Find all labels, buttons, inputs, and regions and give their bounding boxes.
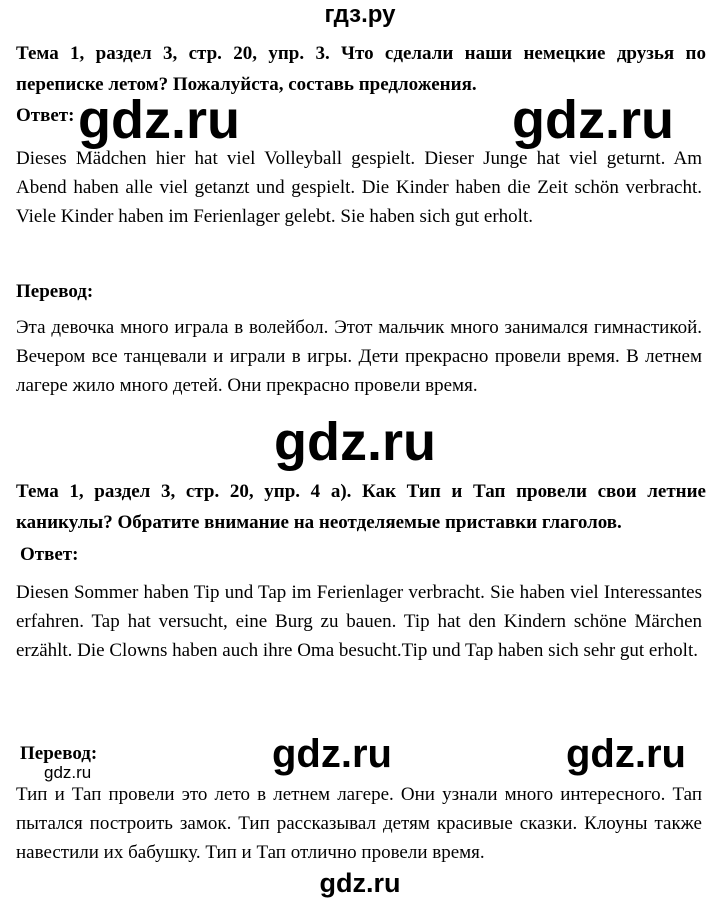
- watermark-top-right: gdz.ru: [512, 90, 674, 150]
- task2-translation-text: Тип и Тап провели это лето в летнем лагере. Они узнали много интересного. Тап пытался построить замок. Тип рассказывал детям красивые сказки. Клоуны также навестили их бабушку. Тип и Тап отлично провели время.: [16, 784, 702, 863]
- task2-answer-text: Diesen Sommer haben Tip und Tap im Ferienlager verbracht. Sie haben viel Interessantes erfahren. Tap hat versucht, eine Burg zu bauen. Tip hat den Kindern schöne Märchen erzählt. Die Clowns haben auch ihre Oma besucht.Tip und Tap haben sich sehr gut erholt.: [16, 582, 702, 661]
- task1-translation-text: Эта девочка много играла в волейбол. Этот мальчик много занимался гимнастикой. Вечером все танцевали и играли в игры. Дети прекрасно провели время. В летнем лагере жило много детей. Они прекрасно провели время.: [16, 317, 702, 396]
- task1-answer-label: Ответ:: [16, 105, 75, 126]
- task2-answer-label: Ответ:: [20, 544, 79, 565]
- watermark-small: gdz.ru: [44, 763, 92, 782]
- watermark-top-left: gdz.ru: [78, 90, 240, 150]
- task1-title: Тема 1, раздел 3, стр. 20, упр. 3. Что сделали наши немецкие друзья по переписке летом? Пожалуйста, составь предложения.: [16, 43, 706, 95]
- watermark-footer: gdz.ru: [319, 868, 401, 898]
- task1-answer-text: Dieses Mädchen hier hat viel Volleyball gespielt. Dieser Junge hat viel geturnt. Am Abend haben alle viel getanzt und gespielt. Die Kinder haben die Zeit schön verbracht. Viele Kinder haben im Ferienlager gelebt. Sie haben sich gut erholt.: [16, 148, 702, 227]
- site-header: гдз.ру: [324, 1, 396, 28]
- watermark-lower-left: gdz.ru: [272, 732, 392, 776]
- watermark-middle: gdz.ru: [274, 412, 436, 472]
- watermark-lower-right: gdz.ru: [566, 732, 686, 776]
- task2-translation-label: Перевод:: [20, 743, 98, 764]
- task1-translation-label: Перевод:: [16, 281, 94, 302]
- task2-title: Тема 1, раздел 3, стр. 20, упр. 4 а). Как Тип и Тап провели свои летние каникулы? Обратите внимание на неотделяемые приставки глаголов.: [16, 481, 706, 533]
